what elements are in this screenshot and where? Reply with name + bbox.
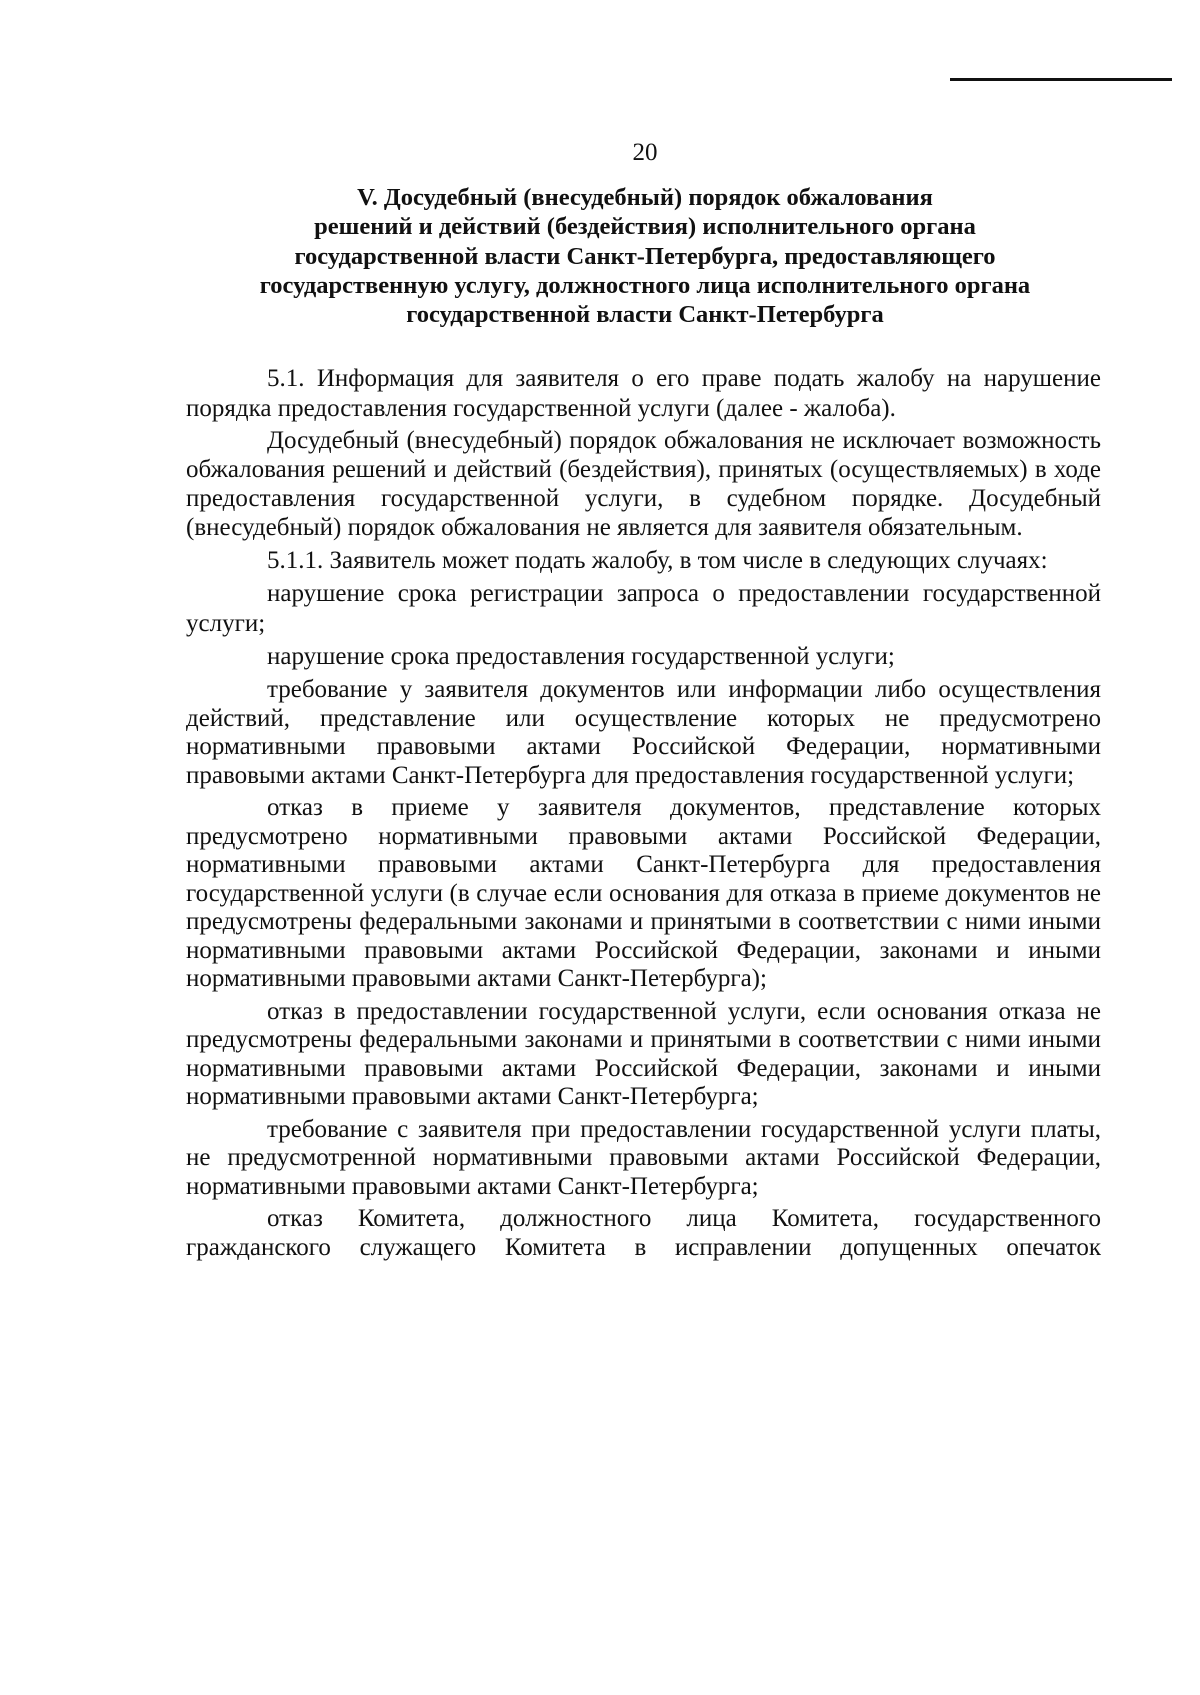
- list-item: требование у заявителя документов или информации либо осуществления действий, представление или осуществление которых не предусмотрено нормативными правовыми актами Российской Федерации, нормативными правовыми актами Санкт-Петербурга для предоставления государственной услуги;: [186, 676, 1101, 789]
- paragraph-5-1: 5.1. Информация для заявителя о его праве подать жалобу на нарушение порядка предоставления государственной услуги (далее - жалоба).: [186, 365, 1101, 422]
- heading-line: решений и действий (бездействия) исполнительного органа: [314, 213, 976, 241]
- heading-line: государственной власти Санкт-Петербурга: [406, 301, 884, 329]
- paragraph-5-1-1: 5.1.1. Заявитель может подать жалобу, в том числе в следующих случаях:: [267, 547, 1048, 574]
- list-item: нарушение срока регистрации запроса о предоставлении государственной услуги;: [186, 580, 1101, 637]
- section-heading: [190, 183, 1100, 329]
- page-number: 20: [632, 139, 658, 166]
- list-item: отказ в предоставлении государственной услуги, если основания отказа не предусмотрены федеральными законами и принятыми в соответствии с ними иными нормативными правовыми актами Российской Федерации, законами и иными нормативными правовыми актами Санкт-Петербурга;: [186, 997, 1101, 1110]
- list-item: требование с заявителя при предоставлении государственной услуги платы, не предусмотренной нормативными правовыми актами Российской Федерации, нормативными правовыми актами Санкт-Петербурга;: [186, 1115, 1101, 1200]
- top-right-rule: [950, 78, 1172, 81]
- list-item: нарушение срока предоставления государственной услуги;: [267, 643, 895, 670]
- heading-line: государственную услугу, должностного лица исполнительного органа: [259, 271, 1031, 299]
- list-item: отказ в приеме у заявителя документов, представление которых предусмотрено нормативными правовыми актами Российской Федерации, нормативными правовыми актами Санкт-Петербурга для предоставления государственной услуги (в случае если основания для отказа в приеме документов не предусмотрены федеральными законами и принятыми в соответствии с ними иными нормативными правовыми актами Российской Федерации, законами и иными нормативными правовыми актами Санкт-Петербурга);: [186, 794, 1101, 992]
- list-item: отказ Комитета, должностного лица Комитета, государственного гражданского служащего Комитета в исправлении допущенных опечаток: [186, 1205, 1101, 1261]
- heading-line: государственной власти Санкт-Петербурга, предоставляющего: [294, 242, 996, 270]
- heading-line: V. Досудебный (внесудебный) порядок обжалования: [357, 184, 933, 211]
- paragraph: Досудебный (внесудебный) порядок обжалования не исключает возможность обжалования решений и действий (бездействия), принятых (осуществляемых) в ходе предоставления государственной услуги, в судебном порядке. Досудебный (внесудебный) порядок обжалования не является для заявителя обязательным.: [186, 427, 1101, 541]
- body-text: [186, 364, 1101, 1262]
